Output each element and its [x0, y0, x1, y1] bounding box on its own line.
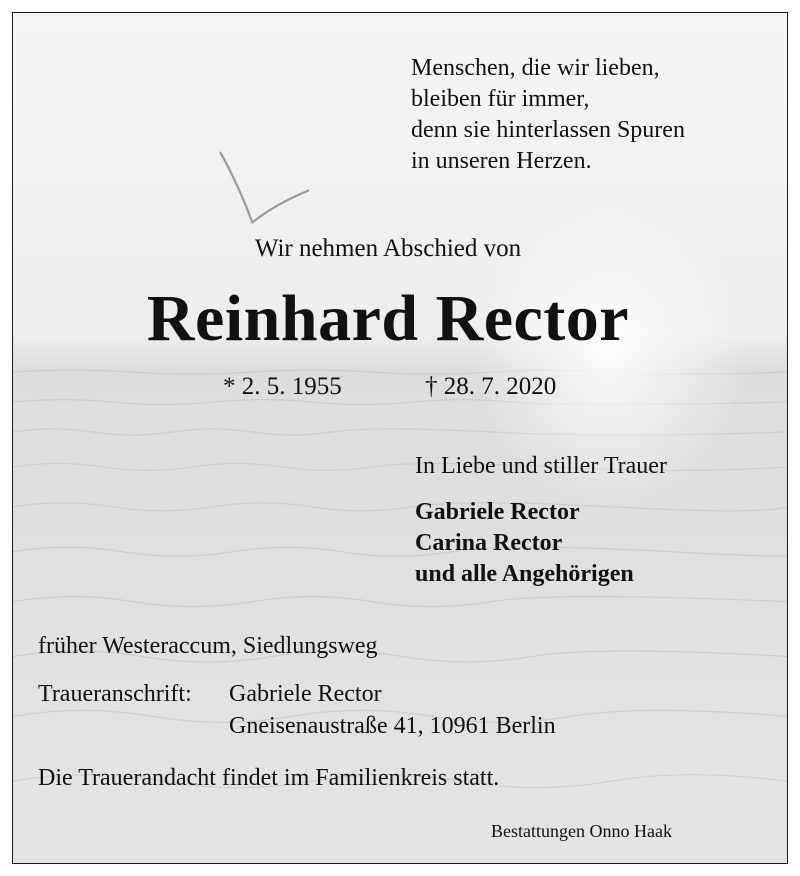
mourner-name: Gabriele Rector — [415, 499, 580, 525]
mourner-name: Carina Rector — [415, 530, 563, 556]
mourning-address-street: Gneisenaustraße 41, 10961 Berlin — [229, 713, 556, 739]
mourning-address-label: Traueranschrift: — [38, 681, 192, 707]
quote-line: bleiben für immer, — [411, 86, 590, 112]
deceased-name: Reinhard Rector — [146, 282, 630, 355]
quote-line: denn sie hinterlassen Spuren — [411, 117, 685, 143]
quote-line: in unseren Herzen. — [411, 148, 592, 174]
former-residence: früher Westeraccum, Siedlungsweg — [38, 633, 378, 659]
memorial-quote — [411, 53, 685, 177]
quote-line: Menschen, die wir lieben, — [411, 55, 660, 81]
farewell-intro: Wir nehmen Abschied von — [254, 235, 522, 262]
mourning-line: In Liebe und stiller Trauer — [415, 453, 667, 479]
birth-date: * 2. 5. 1955 — [223, 373, 342, 400]
undertaker-name: Bestattungen Onno Haak — [491, 821, 672, 841]
obituary-notice — [12, 12, 788, 864]
death-date: † 28. 7. 2020 — [425, 373, 557, 400]
mourner-name: und alle Angehörigen — [415, 561, 634, 587]
mourners-list — [415, 497, 634, 590]
mourning-address-name: Gabriele Rector — [229, 681, 382, 707]
ceremony-note: Die Trauerandacht findet im Familienkreis statt. — [38, 765, 500, 791]
